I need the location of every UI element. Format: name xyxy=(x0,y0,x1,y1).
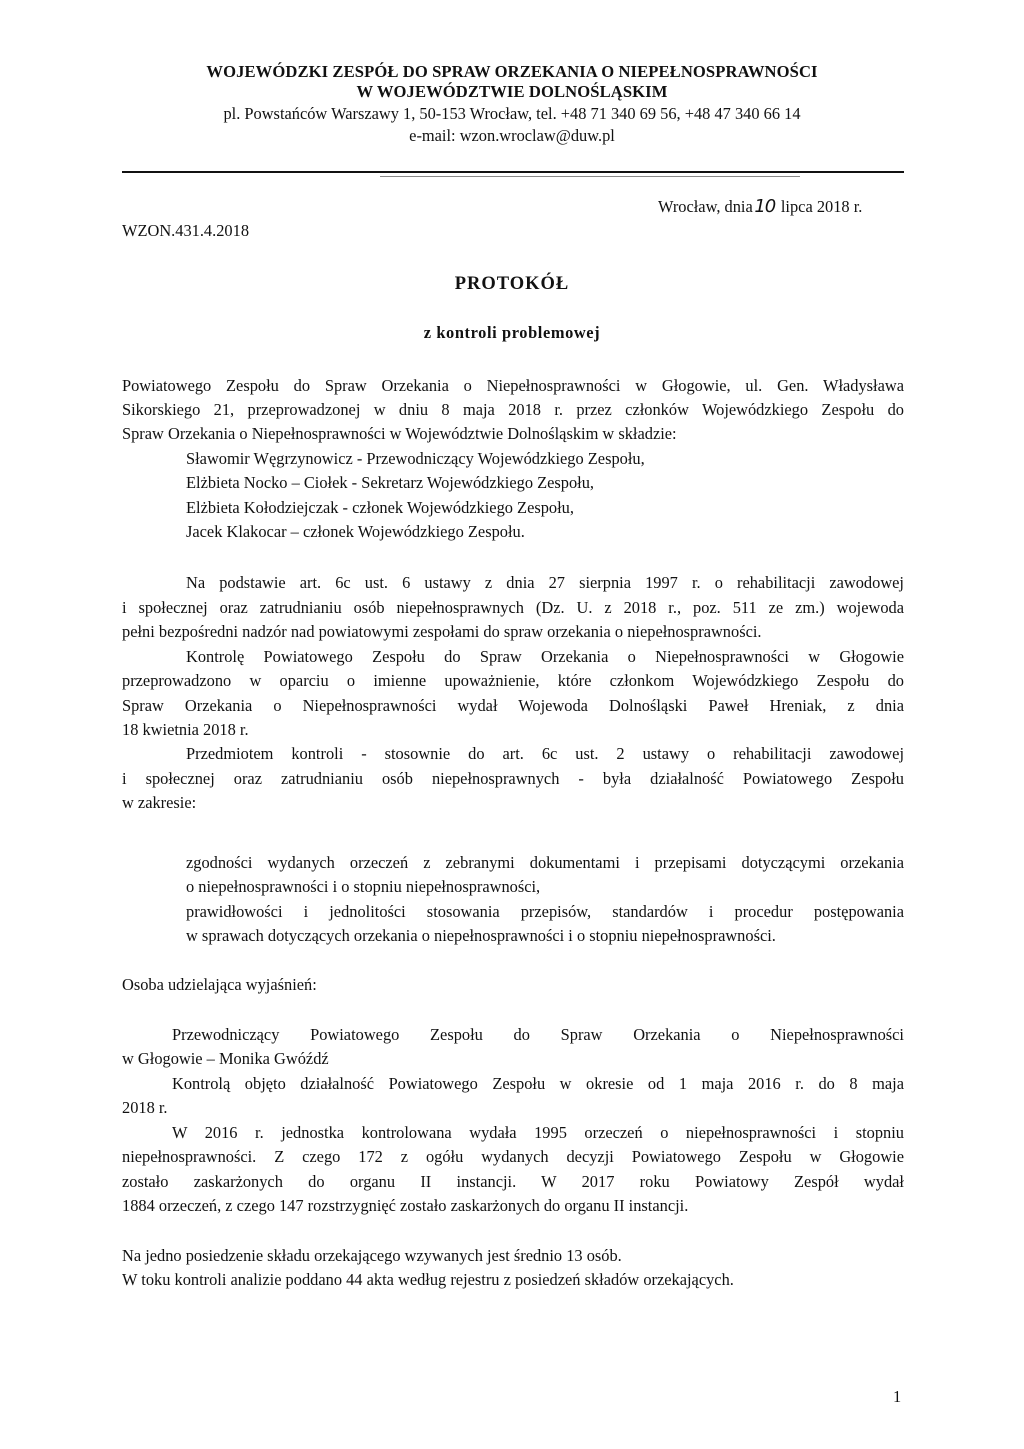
final-line-1: Na jedno posiedzenie składu orzekającego wzywanych jest średnio 13 osób. xyxy=(122,1246,622,1265)
period-line-1: Kontrolą objęto działalność Powiatowego Zespołu w okresie od 1 maja 2016 r. do 8 maja xyxy=(172,1074,904,1093)
intro-line-1: Powiatowego Zespołu do Spraw Orzekania o Niepełnosprawności w Głogowie, ul. Gen. Władysława xyxy=(122,376,904,395)
control-line-2: przeprowadzono w oparciu o imienne upoważnienie, które członkom Wojewódzkiego Zespołu do xyxy=(122,671,904,690)
basis-line-2: i społecznej oraz zatrudnianiu osób niepełnosprawnych (Dz. U. z 2018 r., poz. 511 ze zm.) wojewoda xyxy=(122,598,904,617)
dateline xyxy=(658,196,862,218)
institution-address: pl. Powstańców Warszawy 1, 50-153 Wrocław, tel. +48 71 340 69 56, +48 47 340 66 14 xyxy=(223,104,801,123)
dateline-day-handwritten: 10 xyxy=(754,196,776,217)
control-line-3: Spraw Orzekania o Niepełnosprawności wydał Wojewoda Dolnośląski Paweł Hreniak, z dnia xyxy=(122,696,904,715)
header-divider xyxy=(122,171,904,173)
explainer-heading: Osoba udzielająca wyjaśnień: xyxy=(122,975,317,994)
subject-line-2: i społecznej oraz zatrudnianiu osób niepełnosprawnych - była działalność Powiatowego Zespołu xyxy=(122,769,904,788)
control-line-4: 18 kwietnia 2018 r. xyxy=(122,720,249,739)
dateline-suffix: lipca 2018 r. xyxy=(780,197,863,216)
intro-line-2: Sikorskiego 21, przeprowadzonej w dniu 8 maja 2018 r. przez członków Wojewódzkiego Zespołu do xyxy=(122,400,904,419)
reference-number: WZON.431.4.2018 xyxy=(122,221,250,240)
control-line-1: Kontrolę Powiatowego Zespołu do Spraw Orzekania o Niepełnosprawności w Głogowie xyxy=(186,647,904,666)
scope-line-4: w sprawach dotyczących orzekania o niepełnosprawności i o stopniu niepełnosprawności. xyxy=(186,926,776,945)
stats-line-3: zostało zaskarżonych do organu II instancji. W 2017 roku Powiatowy Zespół wydał xyxy=(122,1172,904,1191)
member-3: Elżbieta Kołodziejczak - członek Wojewódzkiego Zespołu, xyxy=(186,498,574,517)
institution-email: e-mail: wzon.wroclaw@duw.pl xyxy=(409,126,615,145)
scope-line-1: zgodności wydanych orzeczeń z zebranymi dokumentami i przepisami dotyczącymi orzekania xyxy=(186,853,904,872)
document-subtitle: z kontroli problemowej xyxy=(423,323,601,342)
institution-name-line2: W WOJEWÓDZTWIE DOLNOŚLĄSKIM xyxy=(356,82,668,101)
intro-line-3: Spraw Orzekania o Niepełnosprawności w Województwie Dolnośląskim w składzie: xyxy=(122,424,677,443)
basis-line-1: Na podstawie art. 6c ust. 6 ustawy z dnia 27 sierpnia 1997 r. o rehabilitacji zawodowej xyxy=(186,573,904,592)
dateline-prefix: Wrocław, dnia xyxy=(658,197,753,216)
header-divider-faint xyxy=(380,176,800,177)
subject-line-3: w zakresie: xyxy=(122,793,197,812)
document-title: PROTOKÓŁ xyxy=(454,274,570,294)
scope-line-3: prawidłowości i jednolitości stosowania przepisów, standardów i procedur postępowania xyxy=(186,902,904,921)
member-4: Jacek Klakocar – członek Wojewódzkiego Zespołu. xyxy=(186,522,525,541)
institution-name-line1: WOJEWÓDZKI ZESPÓŁ DO SPRAW ORZEKANIA O NIEPEŁNOSPRAWNOŚCI xyxy=(206,62,818,81)
stats-line-1: W 2016 r. jednostka kontrolowana wydała 1995 orzeczeń o niepełnosprawności i stopniu xyxy=(172,1123,904,1142)
explainer-line-2: w Głogowie – Monika Gwóźdź xyxy=(122,1049,329,1068)
member-1: Sławomir Węgrzynowicz - Przewodniczący Wojewódzkiego Zespołu, xyxy=(186,449,645,468)
period-line-2: 2018 r. xyxy=(122,1098,168,1117)
stats-line-2: niepełnosprawności. Z czego 172 z ogółu wydanych decyzji Powiatowego Zespołu w Głogowie xyxy=(122,1147,904,1166)
final-line-2: W toku kontroli analizie poddano 44 akta według rejestru z posiedzeń składów orzekających. xyxy=(122,1270,734,1289)
subject-line-1: Przedmiotem kontroli - stosownie do art. 6c ust. 2 ustawy o rehabilitacji zawodowej xyxy=(186,744,904,763)
basis-line-3: pełni bezpośredni nadzór nad powiatowymi zespołami do spraw orzekania o niepełnosprawności. xyxy=(122,622,762,641)
explainer-line-1: Przewodniczący Powiatowego Zespołu do Spraw Orzekania o Niepełnosprawności xyxy=(172,1025,904,1044)
member-2: Elżbieta Nocko – Ciołek - Sekretarz Wojewódzkiego Zespołu, xyxy=(186,473,595,492)
stats-line-4: 1884 orzeczeń, z czego 147 rozstrzygnięć zostało zaskarżonych do organu II instancji. xyxy=(122,1196,689,1215)
page-number: 1 xyxy=(893,1387,902,1406)
scope-line-2: o niepełnosprawności i o stopniu niepełnosprawności, xyxy=(186,877,541,896)
